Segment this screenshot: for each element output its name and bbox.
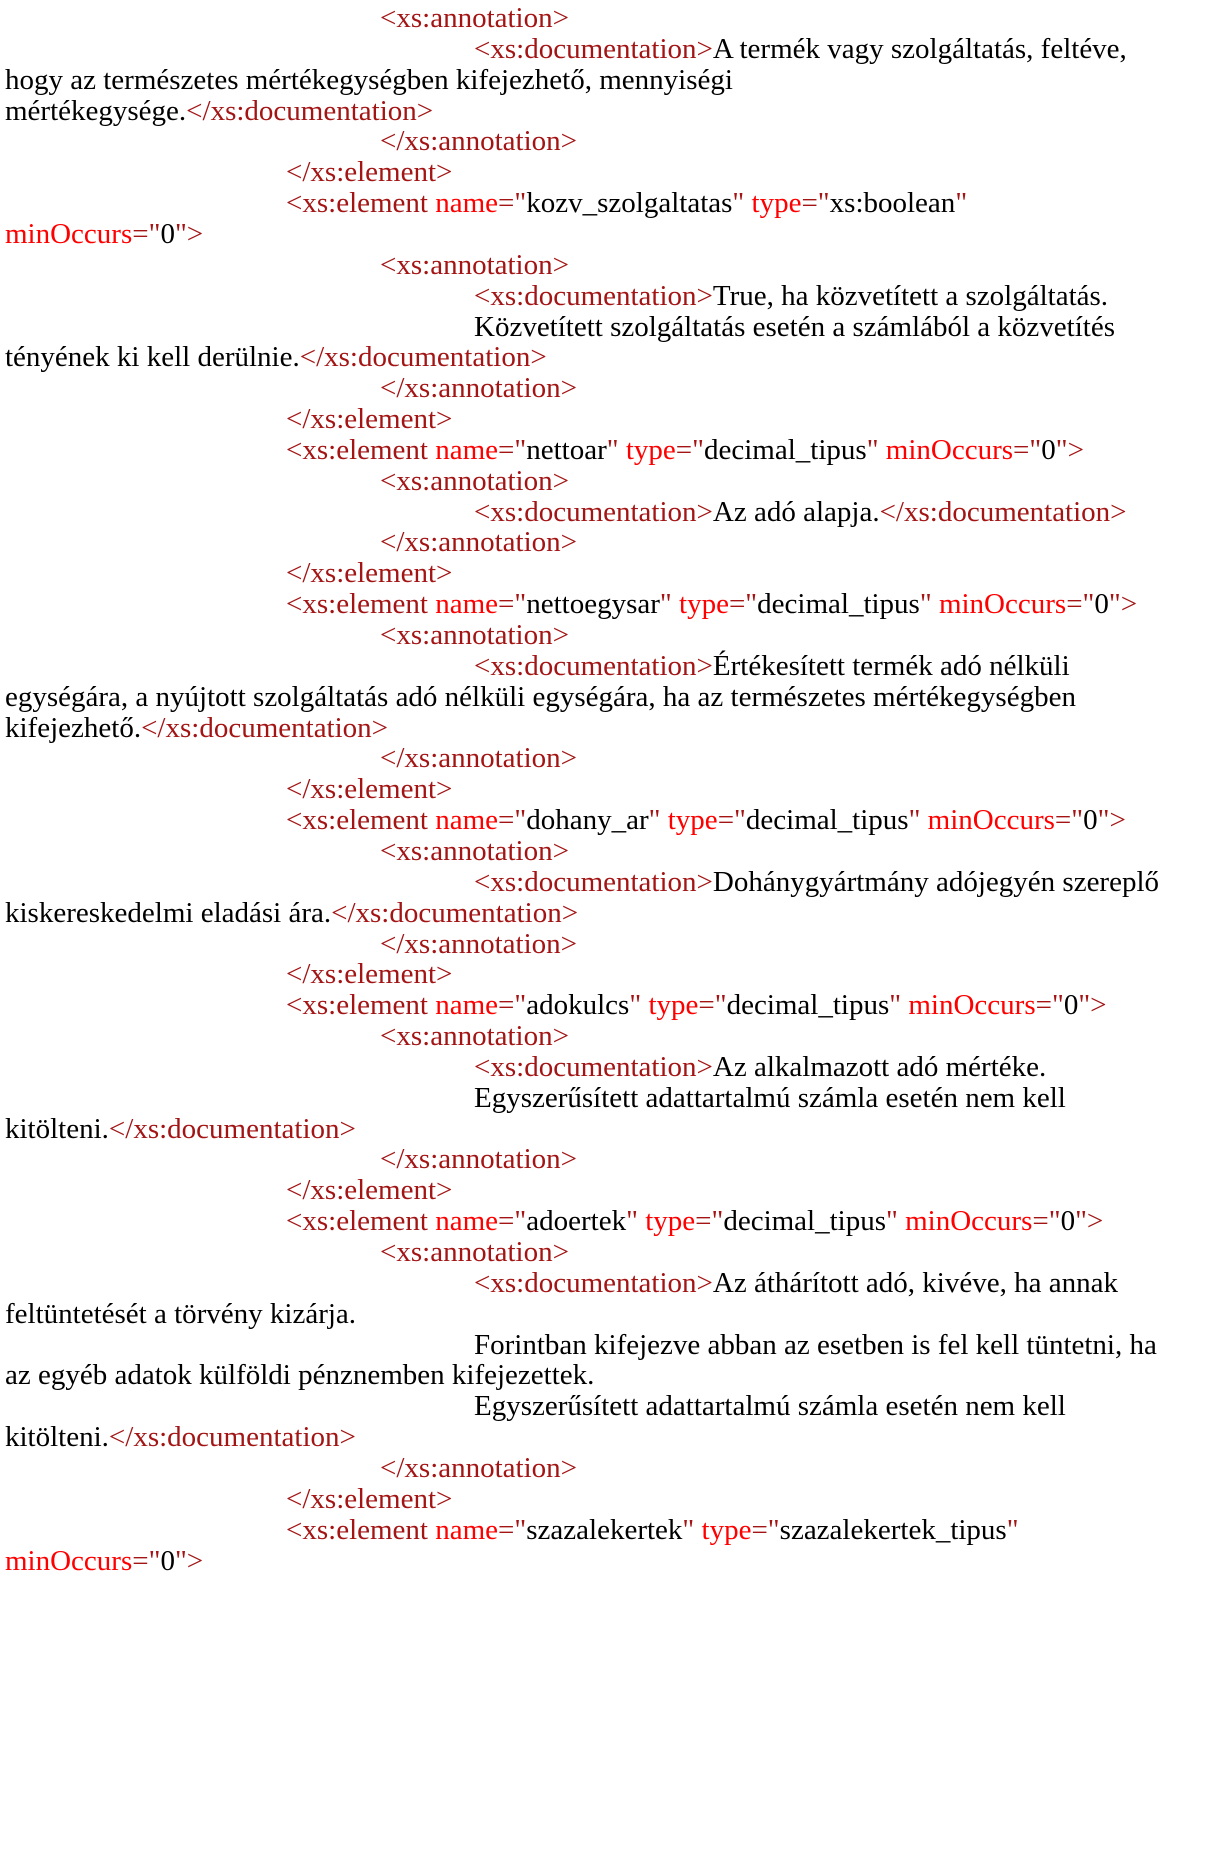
attribute-name: minOccurs	[885, 433, 1014, 466]
markup-token: "	[732, 187, 752, 220]
text-content: hogy az természetes mértékegységben kifejezhető, mennyiségi	[5, 63, 733, 96]
markup-token: <xs:documentation>	[474, 32, 713, 65]
text-content: Forintban kifejezve abban az esetben is fel kell tüntetni, ha	[474, 1328, 1157, 1361]
attribute-name: name	[435, 989, 499, 1022]
text-content: Egyszerűsített adattartalmú számla esetén nem kell	[474, 1081, 1066, 1114]
markup-token: </xs:element>	[286, 403, 453, 436]
markup-token: ="	[1032, 1205, 1061, 1238]
markup-token: "	[659, 588, 680, 621]
text-content: mértékegysége.	[5, 94, 187, 127]
text-content: kiskereskedelmi eladási ára.	[5, 896, 332, 929]
markup-token: ="	[1035, 989, 1064, 1022]
markup-token: <xs:element	[286, 187, 436, 220]
markup-token: <xs:documentation>	[474, 865, 713, 898]
markup-token: </xs:element>	[286, 156, 453, 189]
text-content: decimal_tipus	[704, 433, 867, 466]
attribute-name: name	[435, 1513, 499, 1546]
markup-token: </xs:element>	[286, 958, 453, 991]
attribute-name: minOccurs	[5, 1544, 133, 1577]
markup-token: </xs:documentation>	[299, 341, 547, 374]
markup-token: </xs:element>	[286, 1482, 453, 1515]
text-content: kitölteni.	[5, 1112, 109, 1145]
markup-token: ">	[1108, 588, 1138, 621]
text-content: True, ha közvetített a szolgáltatás.	[712, 279, 1109, 312]
text-content: feltüntetését a törvény kizárja.	[5, 1297, 357, 1330]
text-content: 0	[160, 217, 175, 250]
attribute-name: type	[667, 804, 718, 837]
markup-token: <xs:annotation>	[380, 464, 569, 497]
markup-token: </xs:documentation>	[108, 1421, 356, 1454]
markup-token: ="	[498, 804, 527, 837]
markup-token: ="	[751, 1513, 780, 1546]
markup-token: "	[606, 433, 626, 466]
markup-token: "	[648, 804, 668, 837]
attribute-name: minOccurs	[927, 804, 1055, 837]
markup-token: "	[889, 989, 909, 1022]
attribute-name: type	[625, 433, 676, 466]
markup-token: <xs:annotation>	[380, 1020, 569, 1053]
text-content: 0	[1041, 433, 1056, 466]
markup-token: ">	[1097, 804, 1126, 837]
text-content: az egyéb adatok külföldi pénznemben kifejezettek.	[5, 1359, 595, 1392]
markup-token: ">	[1078, 989, 1107, 1022]
text-content: 0	[1060, 1205, 1076, 1238]
markup-token: ">	[174, 1544, 204, 1577]
markup-token: <xs:element	[286, 989, 436, 1022]
markup-token: ="	[717, 804, 746, 837]
markup-token: <xs:documentation>	[474, 1266, 713, 1299]
code-line	[0, 1543, 1229, 1580]
markup-token: <xs:element	[286, 1513, 436, 1546]
markup-token: <xs:documentation>	[474, 649, 713, 682]
attribute-name: name	[435, 1205, 499, 1238]
text-content: tényének ki kell derülnie.	[5, 341, 300, 374]
markup-token: ">	[1075, 1205, 1104, 1238]
markup-token: </xs:documentation>	[331, 896, 579, 929]
text-content: egységára, a nyújtott szolgáltatás adó nélküli egységára, ha az természetes mértékegységben	[5, 680, 1076, 713]
text-content: kozv_szolgaltatas	[526, 187, 733, 220]
text-content: xs:boolean	[829, 187, 956, 220]
markup-token: "	[866, 433, 886, 466]
markup-token: ="	[498, 1513, 527, 1546]
text-content: dohany_ar	[526, 804, 649, 837]
text-content: Az áthárított adó, kivéve, ha annak	[712, 1266, 1118, 1299]
text-content: 0	[1094, 588, 1109, 621]
markup-token: ="	[1054, 804, 1084, 837]
markup-token: <xs:documentation>	[474, 279, 713, 312]
markup-token: </xs:documentation>	[108, 1112, 356, 1145]
markup-token: </xs:annotation>	[380, 927, 578, 960]
attribute-name: minOccurs	[5, 217, 133, 250]
markup-token: "	[1006, 1513, 1019, 1546]
markup-token: ="	[728, 588, 758, 621]
text-content: Dohánygyártmány adójegyén szereplő	[712, 865, 1160, 898]
markup-token: <xs:element	[286, 433, 436, 466]
markup-token: <xs:annotation>	[380, 248, 569, 281]
markup-token: "	[919, 588, 939, 621]
markup-token: </xs:element>	[286, 773, 453, 806]
markup-token: <xs:documentation>	[474, 1050, 713, 1083]
attribute-name: type	[679, 588, 729, 621]
attribute-name: minOccurs	[938, 588, 1067, 621]
markup-token: <xs:element	[286, 1205, 436, 1238]
markup-token: "	[682, 1513, 702, 1546]
markup-token: <xs:documentation>	[474, 495, 713, 528]
markup-token: </xs:annotation>	[380, 372, 578, 405]
markup-token: ="	[498, 989, 527, 1022]
markup-token: </xs:documentation>	[879, 495, 1127, 528]
text-content: A termék vagy szolgáltatás, feltéve,	[712, 32, 1127, 65]
text-content: adokulcs	[526, 989, 630, 1022]
markup-token: ="	[498, 1205, 527, 1238]
markup-token: "	[908, 804, 928, 837]
text-content: szazalekertek	[526, 1513, 683, 1546]
markup-token: ="	[1013, 433, 1042, 466]
markup-token: ">	[1055, 433, 1084, 466]
text-content: 0	[1083, 804, 1098, 837]
markup-token: </xs:annotation>	[380, 742, 578, 775]
markup-token: </xs:documentation>	[186, 94, 434, 127]
text-content: decimal_tipus	[757, 588, 920, 621]
markup-token: <xs:element	[286, 588, 436, 621]
text-content: decimal_tipus	[726, 989, 890, 1022]
markup-token: <xs:annotation>	[380, 1236, 569, 1268]
text-content: Egyszerűsített adattartalmú számla esetén nem kell	[474, 1390, 1066, 1423]
markup-token: ="	[132, 1544, 161, 1577]
text-content: nettoar	[526, 433, 607, 466]
markup-token: ="	[801, 187, 830, 220]
markup-token: ">	[174, 217, 204, 250]
markup-token: "	[629, 989, 649, 1022]
text-content: kifejezhető.	[5, 711, 142, 744]
markup-token: ="	[1066, 588, 1095, 621]
markup-token: </xs:element>	[286, 1174, 453, 1207]
text-content: nettoegysar	[526, 588, 660, 621]
markup-token: ="	[132, 217, 161, 250]
markup-token: ="	[498, 187, 527, 220]
markup-token: ="	[498, 588, 527, 621]
markup-token: </xs:documentation>	[141, 711, 389, 744]
markup-token: <xs:annotation>	[380, 834, 569, 867]
text-content: decimal_tipus	[723, 1205, 887, 1238]
markup-token: ="	[698, 989, 727, 1022]
attribute-name: type	[645, 1205, 696, 1238]
text-content: Értékesített termék adó nélküli	[712, 649, 1070, 682]
attribute-name: type	[648, 989, 699, 1022]
text-content: adoertek	[526, 1205, 627, 1238]
attribute-name: type	[701, 1513, 752, 1546]
attribute-name: minOccurs	[908, 989, 1036, 1022]
attribute-name: name	[435, 433, 499, 466]
attribute-name: name	[435, 804, 499, 837]
text-content: Közvetített szolgáltatás esetén a számlából a közvetítés	[474, 310, 1115, 343]
attribute-name: minOccurs	[905, 1205, 1033, 1238]
attribute-name: name	[435, 187, 499, 220]
markup-token: <xs:annotation>	[380, 619, 569, 651]
text-content: kitölteni.	[5, 1421, 109, 1454]
attribute-name: type	[751, 187, 802, 220]
text-content: decimal_tipus	[745, 804, 909, 837]
attribute-name: name	[435, 588, 499, 621]
text-content: 0	[160, 1544, 175, 1577]
markup-token: </xs:annotation>	[380, 526, 578, 559]
text-content: szazalekertek_tipus	[779, 1513, 1007, 1546]
text-content: 0	[1063, 989, 1079, 1022]
markup-token: ="	[675, 433, 704, 466]
markup-token: ="	[498, 433, 527, 466]
markup-token: </xs:annotation>	[380, 1451, 578, 1484]
markup-token: </xs:annotation>	[380, 1143, 578, 1176]
markup-token: <xs:element	[286, 804, 436, 837]
text-content: Az adó alapja.	[712, 495, 880, 528]
text-content: Az alkalmazott adó mértéke.	[712, 1050, 1047, 1083]
markup-token: <xs:annotation>	[380, 2, 569, 34]
markup-token: </xs:element>	[286, 557, 453, 590]
markup-token: "	[626, 1205, 646, 1238]
markup-token: </xs:annotation>	[380, 125, 578, 158]
markup-token: "	[886, 1205, 906, 1238]
markup-token: ="	[695, 1205, 724, 1238]
markup-token: "	[955, 187, 968, 220]
